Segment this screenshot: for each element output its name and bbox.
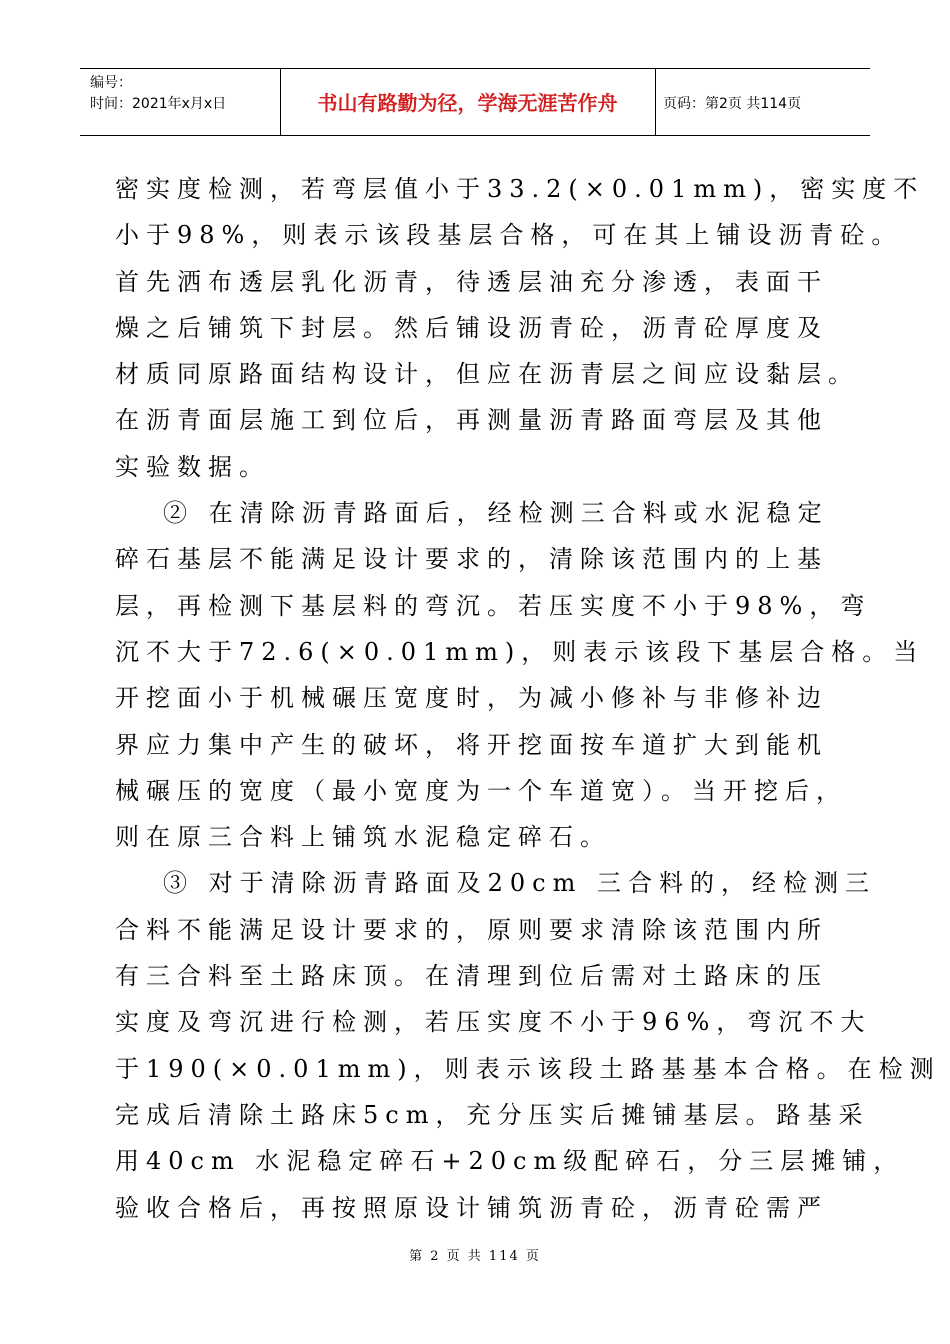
body-line: 实验数据。 bbox=[115, 452, 270, 481]
header-meta bbox=[90, 73, 226, 115]
body-line: 械碾压的宽度（最小宽度为一个车道宽）。当开挖后， bbox=[115, 776, 847, 805]
body-line: 密实度检测，若弯层值小于33.2(×0.01mm)，密实度不 bbox=[115, 175, 925, 203]
body-line: 实度及弯沉进行检测，若压实度不小于96%，弯沉不大 bbox=[115, 1008, 872, 1037]
body-line: 于190(×0.01mm)，则表示该段土路基基本合格。在检测 bbox=[115, 1054, 941, 1083]
header-motto: 书山有路勤为径，学海无涯苦作舟 bbox=[317, 91, 618, 115]
body-line: 用40cm 水泥稳定碎石+20cm级配碎石，分三层摊铺， bbox=[115, 1147, 905, 1176]
body-line: 材质同原路面结构设计，但应在沥青层之间应设黏层。 bbox=[115, 360, 859, 389]
body-line: 燥之后铺筑下封层。然后铺设沥青砼，沥青砼厚度及 bbox=[115, 313, 828, 342]
body-line: 沉不大于72.6(×0.01mm)，则表示该段下基层合格。当 bbox=[115, 637, 925, 666]
body-line: 层，再检测下基层料的弯沉。若压实度不小于98%，弯 bbox=[115, 591, 872, 620]
page-footer: 第 2 页 共 114 页 bbox=[409, 1249, 541, 1264]
body-line: 开挖面小于机械碾压宽度时，为减小修补与非修补边 bbox=[115, 684, 828, 713]
body-line: 则在原三合料上铺筑水泥稳定碎石。 bbox=[115, 823, 611, 852]
body-line: 首先洒布透层乳化沥青，待透层油充分渗透，表面干 bbox=[115, 267, 828, 296]
page-header bbox=[80, 68, 870, 136]
document-date: 时间：2021年x月x日 bbox=[90, 96, 227, 112]
body-line-paragraph-start: ③ 对于清除沥青路面及20cm 三合料的，经检测三 bbox=[163, 869, 876, 898]
body-line: 界应力集中产生的破坏，将开挖面按车道扩大到能机 bbox=[115, 730, 828, 759]
body-line: 完成后清除土路床5cm，充分压实后摊铺基层。路基采 bbox=[115, 1100, 870, 1129]
body-line: 在沥青面层施工到位后，再测量沥青路面弯层及其他 bbox=[115, 406, 828, 435]
body-line: 验收合格后，再按照原设计铺筑沥青砼，沥青砼需严 bbox=[115, 1193, 828, 1222]
body-line: 碎石基层不能满足设计要求的，清除该范围内的上基 bbox=[115, 545, 828, 574]
header-page-info: 页码：第2页 共114页 bbox=[663, 96, 802, 112]
body-line: 合料不能满足设计要求的，原则要求清除该范围内所 bbox=[115, 915, 828, 944]
header-divider bbox=[655, 69, 656, 135]
document-body bbox=[115, 166, 941, 1231]
body-line: 小于98%，则表示该段基层合格，可在其上铺设沥青砼。 bbox=[115, 221, 903, 250]
document-number-label: 编号： bbox=[90, 75, 132, 91]
body-line: 有三合料至土路床顶。在清理到位后需对土路床的压 bbox=[115, 962, 828, 991]
body-line-paragraph-start: ② 在清除沥青路面后，经检测三合料或水泥稳定 bbox=[163, 499, 829, 528]
